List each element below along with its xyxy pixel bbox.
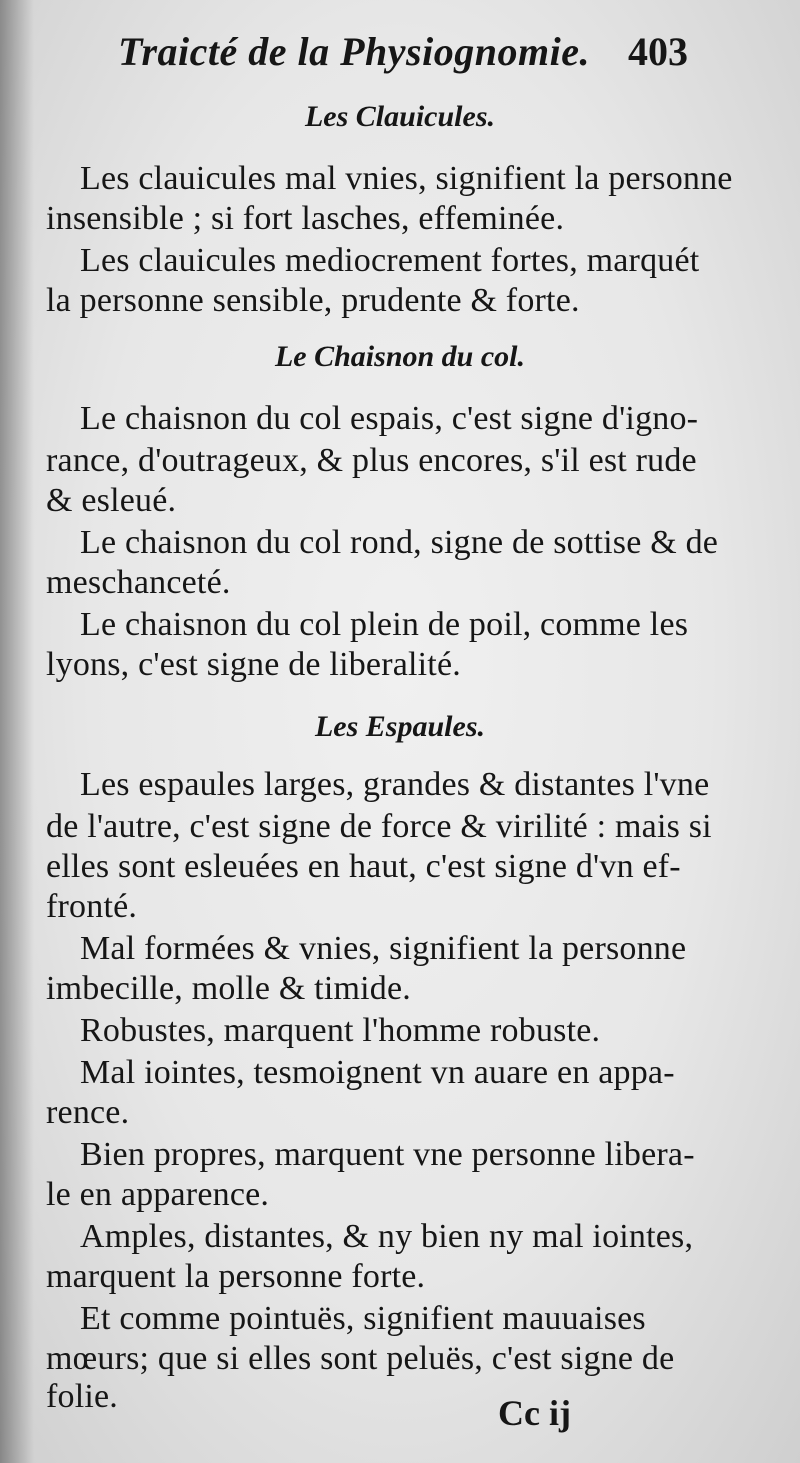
text-line: Mal iointes, tesmoignent vn auare en appa- bbox=[80, 1054, 675, 1091]
text-line: le en apparence. bbox=[46, 1176, 270, 1213]
page-header bbox=[0, 28, 800, 78]
text-line: mœurs; que si elles sont peluës, c'est signe de bbox=[46, 1340, 675, 1377]
text-line: folie. bbox=[46, 1378, 119, 1415]
text-line: Le chaisnon du col plein de poil, comme les bbox=[80, 606, 689, 643]
text-line: Mal formées & vnies, signifient la personne bbox=[80, 930, 687, 967]
section-heading-chaisnon: Le Chaisnon du col. bbox=[274, 340, 526, 373]
text-line: imbecille, molle & timide. bbox=[46, 970, 411, 1007]
running-title: Traicté de la Physiognomie. bbox=[118, 29, 590, 74]
text-line: la personne sensible, prudente & forte. bbox=[46, 282, 580, 319]
text-line: Et comme pointuës, signifient mauuaises bbox=[80, 1300, 646, 1337]
text-line: meschanceté. bbox=[46, 564, 231, 601]
text-line: Amples, distantes, & ny bien ny mal iointes, bbox=[80, 1218, 694, 1255]
text-line: Robustes, marquent l'homme robuste. bbox=[80, 1012, 601, 1049]
text-line: lyons, c'est signe de liberalité. bbox=[46, 646, 461, 683]
text-line: Les clauicules mal vnies, signifient la personne bbox=[80, 160, 733, 197]
text-line: Bien propres, marquent vne personne libera- bbox=[80, 1136, 695, 1173]
section-heading-espaules: Les Espaules. bbox=[314, 710, 485, 743]
signature-mark: Cc ij bbox=[498, 1393, 571, 1433]
text-line: & esleué. bbox=[46, 482, 177, 519]
text-line: Le chaisnon du col espais, c'est signe d'igno- bbox=[80, 400, 699, 437]
text-line: Le chaisnon du col rond, signe de sottise & de bbox=[80, 524, 719, 561]
text-line: elles sont esleuées en haut, c'est signe d'vn ef- bbox=[46, 848, 681, 885]
section-heading-clauicules: Les Clauicules. bbox=[304, 100, 495, 133]
text-line: insensible ; si fort lasches, effeminée. bbox=[46, 200, 565, 237]
text-line: rence. bbox=[46, 1094, 130, 1131]
page-number: 403 bbox=[628, 29, 688, 74]
text-line: de l'autre, c'est signe de force & virilité : mais si bbox=[46, 808, 712, 845]
text-line: Les clauicules mediocrement fortes, marquét bbox=[80, 242, 700, 279]
text-line: fronté. bbox=[46, 888, 138, 925]
text-line: rance, d'outrageux, & plus encores, s'il est rude bbox=[46, 442, 697, 479]
text-line: Les espaules larges, grandes & distantes l'vne bbox=[80, 766, 710, 803]
text-line: marquent la personne forte. bbox=[46, 1258, 426, 1295]
